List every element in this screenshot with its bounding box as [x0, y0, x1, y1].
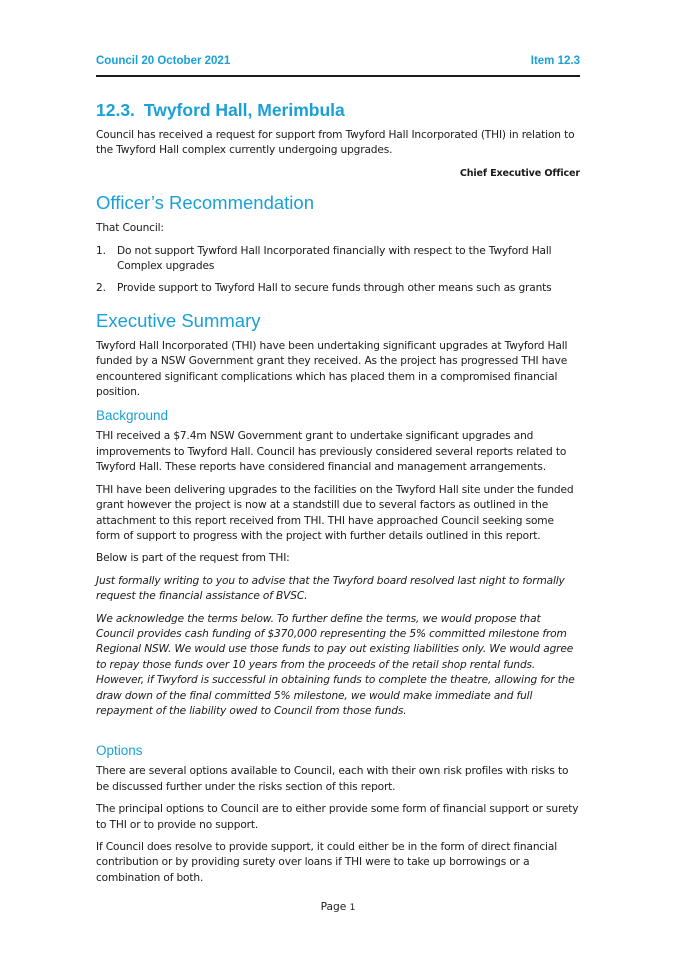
- list-marker: 1.: [96, 244, 106, 257]
- item-title-text: Twyford Hall, Merimbula: [143, 100, 345, 120]
- options-heading: Options: [96, 743, 143, 759]
- item-title: [96, 98, 580, 122]
- recommendation-heading: Officer’s Recommendation: [96, 192, 314, 214]
- page-number: 1: [349, 903, 356, 913]
- options-paragraph: If Council does resolve to provide support, it could either be in the form of direct financial contribution or by providing surety over loans if THI were to take up borrowings or a combination of both.: [96, 841, 557, 884]
- item-summary: Council has received a request for support from Twyford Hall Incorporated (THI) in relation to the Twyford Hall complex currently undergoing upgrades.: [96, 129, 575, 157]
- page-header: [96, 53, 580, 77]
- page-label: Page: [320, 901, 347, 913]
- request-quote: We acknowledge the terms below. To further define the terms, we would propose that Council provides cash funding of $370,000 representing the 5% committed milestone from Regional NSW. We would use those funds to pay out existing liabilities only. We would agree to repay those funds over 10 years from the proceeds of the retail shop rental funds. However, if Twyford is successful in obtaining funds to complete the theatre, allowing for the draw down of the final committed 5% milestone, we would make immediate and full repayment of the liability owed to Council from those funds.: [96, 612, 575, 717]
- recommendation-intro: That Council:: [96, 222, 164, 235]
- item-number: Item 12.3: [530, 55, 580, 67]
- background-paragraph: THI received a $7.4m NSW Government grant to undertake significant upgrades and improvements to Twyford Hall. Council has previously considered several reports related to Twyford Hall. These reports have considered financial and management arrangements.: [96, 430, 567, 474]
- options-paragraph: The principal options to Council are to either provide some form of financial support or surety to THI or to provide no support.: [96, 803, 579, 831]
- recommendation-item: [96, 244, 580, 275]
- recommendation-item-text: Provide support to Twyford Hall to secure funds through other means such as grants: [117, 282, 552, 295]
- document-body: [96, 98, 580, 893]
- document-page: [96, 0, 580, 955]
- background-paragraph: Below is part of the request from THI:: [96, 552, 290, 565]
- recommendation-item-text: Do not support Tywford Hall Incorporated financially with respect to the Twyford Hall Complex upgrades: [117, 244, 552, 273]
- executive-summary-text: Twyford Hall Incorporated (THI) have been undertaking significant upgrades at Twyford Hall funded by a NSW Government grant they received. As the project has progressed THI have encountered significant complications which has placed them in a compromised financial position.: [96, 339, 568, 399]
- item-title-number: 12.3.: [96, 100, 135, 120]
- background-heading: Background: [96, 408, 169, 424]
- recommendation-item: [96, 281, 580, 296]
- options-paragraph: There are several options available to Council, each with their own risk profiles with risks to be discussed further under the risks section of this report.: [96, 765, 569, 793]
- background-paragraph: THI have been delivering upgrades to the facilities on the Twyford Hall site under the funded grant however the project is now at a standstill due to several factors as outlined in the attachment to this report received from THI. THI have approached Council seeking some form of support to progress with the project with further details outlined in this report.: [96, 483, 574, 542]
- meeting-date: Council 20 October 2021: [96, 55, 231, 67]
- recommendation-list: [96, 244, 580, 297]
- page-footer: [96, 901, 580, 913]
- item-author: Chief Executive Officer: [459, 167, 580, 179]
- executive-summary-heading: Executive Summary: [96, 309, 261, 331]
- request-quote: Just formally writing to you to advise that the Twyford board resolved last night to formally request the financial assistance of BVSC.: [96, 574, 565, 603]
- list-marker: 2.: [96, 282, 106, 295]
- section-spacer: [96, 726, 580, 742]
